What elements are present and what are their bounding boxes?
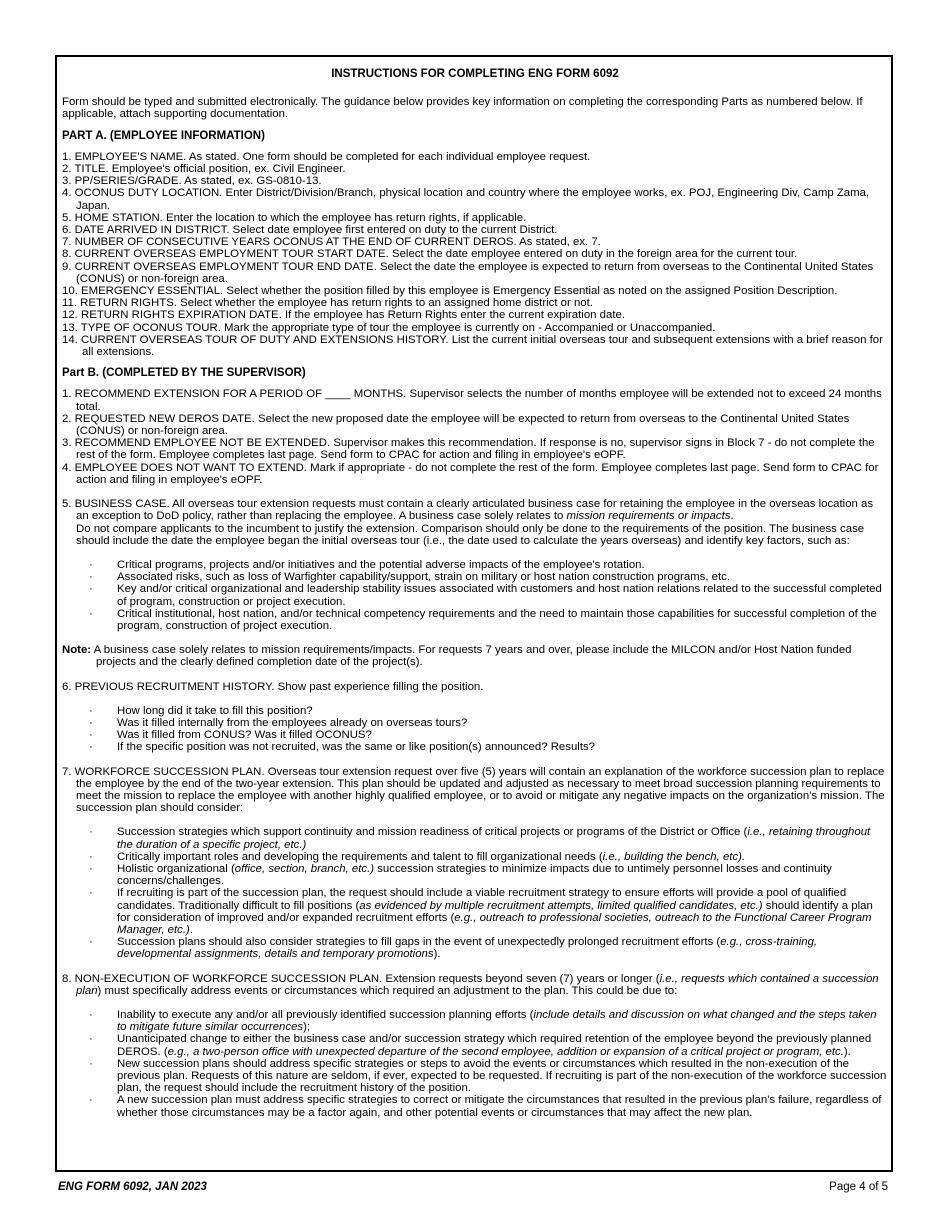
item-text: should identify a plan for consideration of improved and/or expanded recruitment efforts ( — [117, 899, 873, 924]
instructions-content — [62, 68, 888, 1119]
item-text: Unanticipated change to either the business case and/or succession strategy which required retention of the employee beyond the previously planned DEROS. ( — [117, 1033, 872, 1058]
recruitment-bullets — [62, 705, 888, 754]
business-case-text-2: . — [730, 510, 734, 523]
item-text: ); — [303, 1021, 311, 1034]
list-item: · Was it filled from CONUS? Was it filled OCONUS? — [117, 729, 888, 741]
part-a-list — [62, 151, 888, 358]
part-b-list — [62, 388, 888, 486]
page-number: Page 4 of 5 — [829, 1181, 888, 1193]
list-item: 13. TYPE OF OCONUS TOUR. Mark the appropriate type of tour the employee is currently on - Accompanied or Unaccompanied. — [62, 321, 716, 334]
list-item — [117, 851, 888, 863]
list-item — [117, 826, 888, 850]
item-text: ). — [433, 948, 441, 961]
list-item — [117, 1033, 888, 1057]
item-text: ). — [843, 1045, 851, 1058]
list-item: 1. EMPLOYEE'S NAME. As stated. One form should be completed for each individual employee request. — [62, 150, 591, 163]
business-case-block — [62, 498, 888, 547]
list-item: · New succession plans should address specific strategies or steps to avoid the events or circumstances which resulted in the non-execution of the previous plan. Requests of this nature are seldom, if ever, expected to be requested. If recruiting is part of the non-execution of the workforce succession plan, the request should include the recruitment history of the position. — [117, 1058, 888, 1095]
item-text: Inability to execute any and/or all previously identified succession planning efforts ( — [117, 1009, 534, 1021]
item-text: Holistic organizational ( — [117, 862, 235, 875]
list-item: 1. RECOMMEND EXTENSION FOR A PERIOD OF ____ MONTHS. Supervisor selects the number of months employee will be extended not to exceed 24 months total. — [62, 388, 882, 413]
item-italic: as evidenced by multiple recruitment attempts, limited qualified candidates, etc.) — [359, 899, 763, 912]
business-case-text-3: Do not compare applicants to the incumbent to justify the extension. Comparison should only be done to the requirements of the position. The business case should include the date the employee began the initial overseas tour (i.e., the date used to calculate the years overseas) and identify key factors, such as: — [76, 522, 865, 547]
item-text: If recruiting is part of the succession plan, the request should include a viable recruitment strategy to ensure efforts will provide a pool of qualified candidates. Traditionally difficult to fill positions ( — [117, 887, 847, 912]
item-italic: i.e., building the bench, etc). — [602, 850, 746, 863]
item-text: 8. NON-EXECUTION OF WORKFORCE SUCCESSION PLAN. Extension requests beyond seven (7) years or longer ( — [62, 972, 660, 985]
item-text: Critically important roles and developing the requirements and talent to fill organizational needs ( — [117, 850, 603, 863]
item-text: Succession strategies which support continuity and mission readiness of critical projects or programs of the District or Office ( — [117, 826, 748, 839]
list-item: 4. OCONUS DUTY LOCATION. Enter District/Division/Branch, physical location and country where the employee works, ex. POJ, Engineering Div, Camp Zama, Japan. — [62, 187, 870, 212]
intro-text: Form should be typed and submitted electronically. The guidance below provides key information on completing the corresponding Parts as numbered below. If applicable, attach supporting documentation. — [62, 96, 863, 121]
item-text: ) must specifically address events or circumstances which required an adjustment to the plan. This could be due to: — [97, 984, 678, 997]
business-case-bullets — [62, 559, 888, 632]
list-item: 4. EMPLOYEE DOES NOT WANT TO EXTEND. Mark if appropriate - do not complete the rest of the form. Employee completes last page. Send form to CPAC for action and filing in employee's eOPF. — [62, 461, 879, 486]
form-id: ENG FORM 6092, JAN 2023 — [58, 1181, 207, 1193]
list-item — [117, 936, 888, 960]
list-item: 14. CURRENT OVERSEAS TOUR OF DUTY AND EXTENSIONS HISTORY. List the current initial overseas tour and subsequent extensions with a brief reason for all extensions. — [62, 333, 883, 359]
list-item: 3. RECOMMEND EMPLOYEE NOT BE EXTENDED. Supervisor makes this recommendation. If response is no, supervisor signs in Block 7 - do not complete the rest of the form. Employee completes last page. Send form to CPAC for action and filing in employee's eOPF. — [62, 437, 875, 462]
recruitment-text: 6. PREVIOUS RECRUITMENT HISTORY. Show past experience filling the position. — [62, 680, 484, 693]
part-b-heading: Part B. (COMPLETED BY THE SUPERVISOR) — [62, 367, 306, 380]
list-item: · Associated risks, such as loss of Warfighter capability/support, strain on military or host nation construction programs, etc. — [117, 571, 888, 583]
list-item: · Critical programs, projects and/or initiatives and the potential adverse impacts of the employee's rotation. — [117, 559, 888, 571]
item-text: . — [189, 923, 193, 936]
list-item: 9. CURRENT OVERSEAS EMPLOYMENT TOUR END DATE. Select the date the employee is expected to return from overseas to the Continental United States (CONUS) or non-foreign area. — [62, 260, 874, 285]
list-item: · Was it filled internally from the employees already on overseas tours? — [117, 717, 888, 729]
succession-text: 7. WORKFORCE SUCCESSION PLAN. Overseas tour extension request over five (5) years will contain an explanation of the workforce succession plan to replace the employee by the end of the two-year extension. This plan should be updated and adjusted as necessary to meet broad succession planning requirements to meet the mission to replace the employee with another highly qualified employee, or to avoid or mitigate any negative impacts on the organization's mission. The succession plan should consider: — [62, 765, 885, 815]
business-case-text-1: 5. BUSINESS CASE. All overseas tour extension requests must contain a clearly articulated business case for retaining the employee in the overseas location as an exception to DoD policy, rather than replacing the employee. A business case solely relates to — [62, 498, 874, 523]
part-a-heading: PART A. (EMPLOYEE INFORMATION) — [62, 129, 265, 142]
list-item: 6. DATE ARRIVED IN DISTRICT. Select date employee first entered on duty to the current District. — [62, 224, 558, 237]
page-title: INSTRUCTIONS FOR COMPLETING ENG FORM 6092 — [331, 68, 619, 80]
list-item: 2. TITLE. Employee's official position, ex. Civil Engineer. — [62, 163, 346, 176]
item-italic: e.g., cross-training, developmental assignments, details and temporary promotions — [117, 936, 818, 961]
list-item: 11. RETURN RIGHTS. Select whether the employee has return rights to an assigned home district or not. — [62, 297, 593, 310]
list-item: 2. REQUESTED NEW DEROS DATE. Select the new proposed date the employee will be expected to return from overseas to the Continental United States (CONUS) or non-foreign area. — [62, 412, 850, 438]
business-case-text — [62, 498, 888, 523]
list-item — [117, 887, 888, 936]
business-case-italic: mission requirements or impacts — [566, 510, 731, 523]
list-item: · Critical institutional, host nation, and/or technical competency requirements and the need to maintain those capabilities for successful completion of the program, construction of project execution. — [117, 608, 888, 632]
note-label: Note: — [62, 644, 92, 657]
list-item — [117, 863, 888, 887]
item-text: Succession plans should also consider strategies to fill gaps in the event of unexpectedly prolonged recruitment efforts ( — [117, 936, 721, 949]
note-block — [62, 644, 888, 668]
list-item: 7. NUMBER OF CONSECUTIVE YEARS OCONUS AT THE END OF CURRENT DEROS. As stated, ex. 7. — [62, 236, 601, 249]
item-italic: e.g., a two-person office with unexpected departure of the second employee, addition or expansion of a critical project or program, etc. — [167, 1045, 844, 1058]
list-item: · A new succession plan must address specific strategies to correct or mitigate the circumstances that resulted in the previous plan's failure, regardless of whether those circumstances may be a factor again, and other potential events or circumstances that may affect the new plan. — [117, 1094, 888, 1118]
instructions-frame — [55, 55, 893, 1172]
list-item: 5. HOME STATION. Enter the location to which the employee has return rights, if applicable. — [62, 211, 527, 224]
item-italic: e.g., outreach to professional societies, outreach to the Functional Career Program Manager, etc.) — [117, 911, 872, 936]
list-item — [117, 1009, 888, 1033]
list-item: · Key and/or critical organizational and leadership stability issues associated with customers and host nation relations related to the successful completed of program, construction or project execution. — [117, 583, 888, 607]
list-item: 10. EMERGENCY ESSENTIAL. Select whether the position filled by this employee is Emergency Essential as noted on the assigned Position Description. — [62, 285, 838, 298]
succession-bullets — [62, 826, 888, 960]
list-item: 12. RETURN RIGHTS EXPIRATION DATE. If the employee has Return Rights enter the current expiration date. — [62, 309, 626, 322]
list-item: 3. PP/SERIES/GRADE. As stated, ex. GS-0810-13. — [62, 175, 322, 188]
item-text: succession strategies to minimize impacts due to untimely personnel losses and continuity concerns/challenges. — [117, 862, 832, 888]
note-text: A business case solely relates to mission requirements/impacts. For requests 7 years and over, please include the MILCON and/or Host Nation funded projects and the clearly defined completion date of the project(s). — [91, 644, 852, 669]
list-item: · If the specific position was not recruited, was the same or like position(s) announced? Results? — [117, 741, 888, 753]
list-item: 8. CURRENT OVERSEAS EMPLOYMENT TOUR START DATE. Select the date employee entered on duty in the foreign area for the current tour. — [62, 248, 798, 261]
item-italic: i.e., retaining throughout the duration of a specific project, etc.) — [117, 826, 871, 851]
item-italic: office, section, branch, etc.) — [234, 862, 375, 875]
item-italic: i.e., requests which contained a succession plan — [76, 972, 879, 997]
item-italic: include details and discussion on what changed and the steps taken to mitigate future similar occurrences — [117, 1009, 877, 1034]
non-execution-bullets — [62, 1009, 888, 1119]
list-item: · How long did it take to fill this position? — [117, 705, 888, 717]
non-execution-text — [62, 973, 888, 997]
